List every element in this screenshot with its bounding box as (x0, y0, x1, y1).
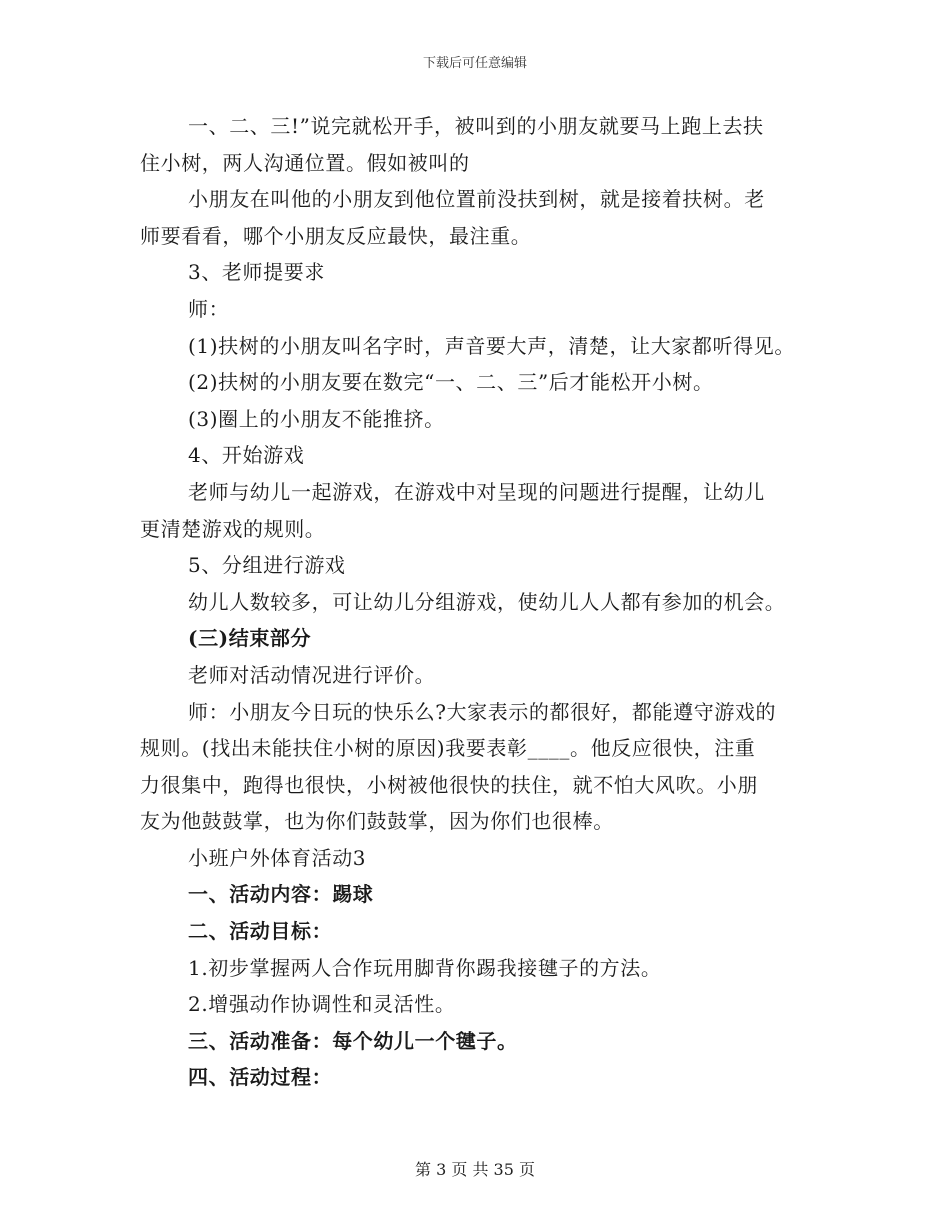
list-item: 2.增强动作协调性和灵活性。 (188, 992, 456, 1017)
section-heading: 3、老师提要求 (188, 260, 325, 285)
list-item: (2)扶树的小朋友要在数完“一、二、三”后才能松开小树。 (188, 370, 714, 395)
paragraph-line: 师： (188, 296, 230, 321)
paragraph-line: 更清楚游戏的规则。 (140, 516, 326, 541)
paragraph-line: 力很集中，跑得也很快，小树被他很快的扶住，就不怕大风吹。小朋 (140, 772, 758, 797)
section-heading: 5、分组进行游戏 (188, 553, 346, 578)
paragraph-line: 友为他鼓鼓掌，也为你们鼓鼓掌，因为你们也很棒。 (140, 809, 614, 834)
activity-title: 小班户外体育活动3 (188, 845, 367, 870)
section-heading-bold: 二、活动目标： (188, 919, 333, 944)
paragraph-line: 一、二、三!”说完就松开手，被叫到的小朋友就要马上跑上去扶 (188, 114, 764, 138)
section-heading-bold: 一、活动内容：踢球 (188, 882, 374, 907)
section-heading-bold: 四、活动过程： (188, 1065, 333, 1090)
paragraph-line: 规则。(找出未能扶住小树的原因)我要表彰____。他反应很快，注重 (140, 736, 756, 761)
paragraph-line: 住小树，两人沟通位置。假如被叫的 (140, 150, 470, 175)
list-item: 1.初步掌握两人合作玩用脚背你踢我接毽子的方法。 (188, 955, 662, 980)
paragraph-line: 师：小朋友今日玩的快乐么?大家表示的都很好，都能遵守游戏的 (188, 699, 777, 724)
paragraph-line: 师要看看，哪个小朋友反应最快，最注重。 (140, 223, 532, 248)
header-note: 下载后可任意编辑 (422, 56, 527, 71)
page-number: 第 3 页 共 35 页 (415, 1160, 535, 1179)
paragraph-line: 老师与幼儿一起游戏，在游戏中对呈现的问题进行提醒，让幼儿 (188, 479, 765, 504)
list-item: (1)扶树的小朋友叫名字时，声音要大声，清楚，让大家都听得见。 (188, 333, 795, 358)
list-item: (3)圈上的小朋友不能推挤。 (188, 406, 445, 431)
paragraph-line: 老师对活动情况进行评价。 (188, 662, 436, 687)
paragraph-line: 幼儿人数较多，可让幼儿分组游戏，使幼儿人人都有参加的机会。 (188, 589, 786, 614)
section-heading-bold: 三、活动准备：每个幼儿一个毽子。 (188, 1028, 518, 1053)
section-heading-bold: (三)结束部分 (188, 626, 312, 651)
paragraph-line: 小朋友在叫他的小朋友到他位置前没扶到树，就是接着扶树。老 (188, 187, 765, 212)
document-body (140, 108, 830, 1096)
section-heading: 4、开始游戏 (188, 443, 305, 468)
